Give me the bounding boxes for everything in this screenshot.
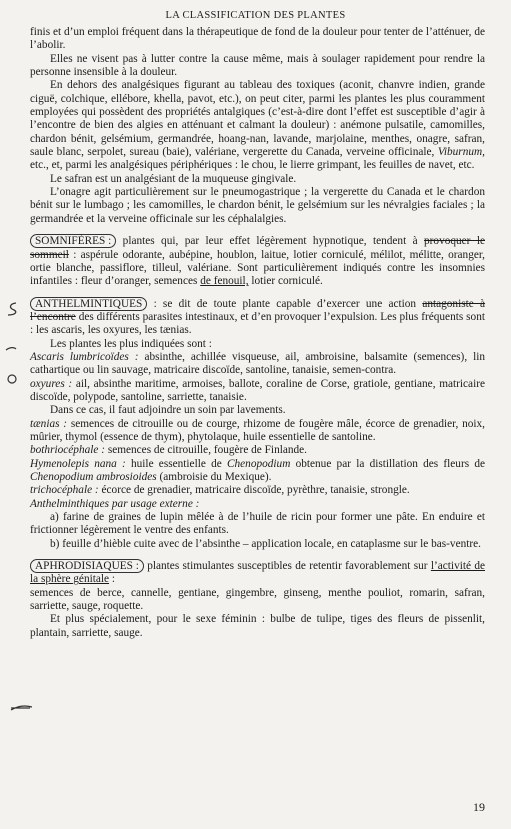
paragraph: Le safran est un analgésiant de la muqueuse gingivale. [50,172,297,185]
running-header: LA CLASSIFICATION DES PLANTES [165,10,346,21]
paragraph: Et plus spécialement, pour le sexe féminin : bulbe de tulipe, tiges des fleurs de pissenlit, plantain, sarriette, sauge. [30,613,485,639]
paragraph: Elles ne visent pas à lutter contre la cause même, mais à soulager rapidement pour rendre la personne insensible à la douleur. [30,52,485,79]
section-aphrodisiaques: APHRODISIAQUES : plantes stimulantes susceptibles de retentir favorablement sur l’activité de la sphère génitale : [30,560,485,586]
section-somniferes: SOMNIFÈRES : plantes qui, par leur effet légèrement hypnotique, tendent à provoquer le sommeil : aspérule odorante, aubépine, houblon, laitue, lotier corniculé, mélilot, mélitte, oranger, ortie blanche, passiflore, tilleul, valériane. Sont particulièrement indiqués contre les insomnies infantiles : fleur d’oranger, semences de fenouil, lotier corniculé. [30,235,485,288]
paragraph: bothriocéphale : semences de citrouille, fougère de Finlande. [30,444,308,457]
paragraph: En dehors des analgésiques figurant au tableau des toxiques (aconit, chanvre indien, grande ciguë, colchique, ellébore, khella, pavot, etc.), on peut citer, parmi les plantes les plus couramment employées qui possèdent des propriétés antalgiques (c’est-à-dire dont l’effet est susceptible d’agir à l’encontre de bien des algies en atténuant et calmant la douleur) : anémone pulsatile, camomilles, chardon bénit, gelsémium, germandrée, hoang-nan, lavande, marjolaine, menthes, onagre, safran, saule blanc, serpolet, sureau (baie), valériane, vergerette du Canada, verveine officinale, Viburnum, etc., et, parmi les analgésiques périphériques : le chou, le lierre grimpant, les feuilles de navet, etc. [30,79,485,172]
paragraph: a) farine de graines de lupin mêlée à de l’huile de ricin pour former une pâte. En enduire et frictionner légèrement le ventre des enfants. [30,511,485,537]
handwritten-margin-mark [6,302,20,316]
page-number: 19 [473,800,485,814]
paragraph: L’onagre agit particulièrement sur le pneumogastrique ; la vergerette du Canada et le chardon bénit sur le lumbago ; les camomilles, le chardon bénit, le gelsémium sur les névralgies faciales ; la germandrée et la verveine officinale sur les céphalalgies. [30,186,485,225]
paragraph: b) feuille d’hièble cuite avec de l’absinthe – application locale, en cataplasme sur le bas-ventre. [50,537,481,550]
paragraph: Anthelminthiques par usage externe : [30,497,200,510]
paragraph: semences de berce, cannelle, gentiane, gingembre, ginseng, menthe pouliot, romarin, safran, sarriette, sauge, roquette. [30,586,485,613]
paragraph: trichocéphale : écorce de grenadier, matricaire discoïde, pyrèthre, tanaisie, strongle. [30,484,410,497]
handwritten-margin-mark [5,372,19,386]
paragraph: oxyures : ail, absinthe maritime, armoises, ballote, coraline de Corse, gratiole, gentiane, matricaire discoïde, polypode, santoline, sarriette, tanaisie. [30,377,485,403]
circled-keyword: APHRODISIAQUES : [30,559,144,573]
paragraph: Les plantes les plus indiquées sont : [50,337,212,350]
handwritten-margin-mark [4,345,18,359]
paragraph: Hymenolepis nana : huile essentielle de Chenopodium obtenue par la distillation des fleurs de Chenopodium ambrosioides (ambroisie du Mexique). [30,457,485,483]
section-anthelmintiques: ANTHELMINTIQUES : se dit de toute plante capable d’exercer une action antagoniste à l’encontre des différents parasites intestinaux, et d’en provoquer l’expulsion. Les plus fréquents sont : les ascaris, les oxyures, les tænias. [30,297,486,337]
paragraph: tænias : semences de citrouille ou de courge, rhizome de fougère mâle, écorce de grenadier, noix, mûrier, thymol (essence de thym), phytolaque, huile essentielle de santoline. [30,417,485,443]
paragraph: finis et d’un emploi fréquent dans la thérapeutique de fond de la douleur pour tenter de l’atténuer, de l’abolir. [30,26,485,52]
paragraph: Dans ce cas, il faut adjoindre un soin par lavements. [50,404,286,417]
circled-keyword: SOMNIFÈRES : [30,234,116,248]
paragraph: Ascaris lumbricoïdes : absinthe, achillée visqueuse, ail, ambroisine, balsamite (semences), lin cathartique ou lin sauvage, matricaire discoïde, santoline, tanaisie, semen-contra. [30,350,486,377]
handwritten-margin-mark [10,700,34,714]
body-text [30,26,485,640]
circled-keyword: ANTHELMINTIQUES [30,297,147,311]
